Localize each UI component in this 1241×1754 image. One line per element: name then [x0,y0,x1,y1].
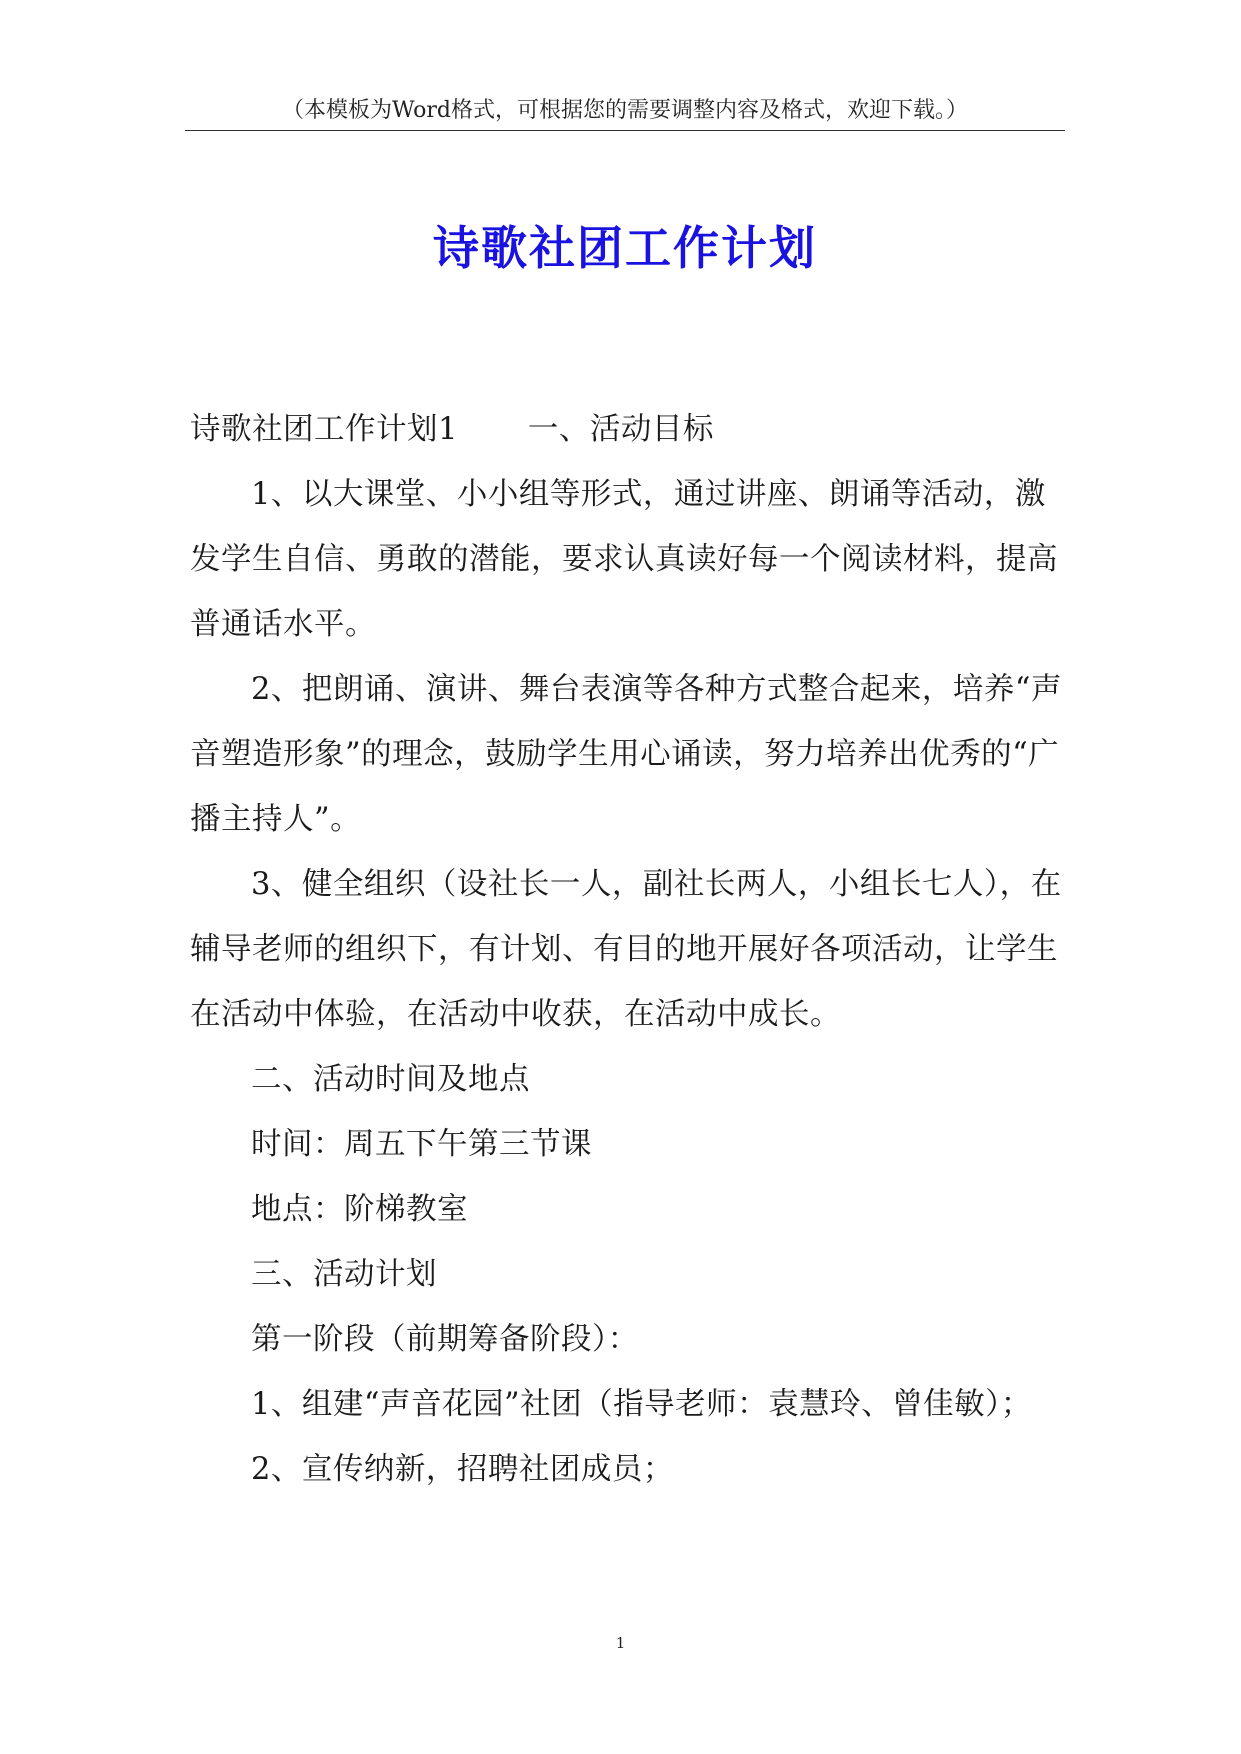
document-title: 诗歌社团工作计划 [433,221,817,275]
section-heading-time-place: 二、活动时间及地点 [251,1062,530,1097]
template-note: （本模板为Word格式，可根据您的需要调整内容及格式，欢迎下载。） [282,98,968,123]
paragraph-goal-1: 1、以大课堂、小小组等形式，通过讲座、朗诵等活动，激发学生自信、勇敢的潜能，要求认真读好每一个阅读材料，提高普通话水平。 [190,477,1058,642]
paragraph-goal-3: 3、健全组织（设社长一人，副社长两人，小组长七人），在辅导老师的组织下，有计划、有目的地开展好各项活动，让学生在活动中体验，在活动中收获，在活动中成长。 [190,867,1062,1032]
paragraph-goal-2: 2、把朗诵、演讲、舞台表演等各种方式整合起来，培养“声音塑造形象”的理念，鼓励学生用心诵读，努力培养出优秀的“广播主持人”。 [190,672,1062,837]
time-line: 时间：周五下午第三节课 [251,1127,592,1162]
place-line: 地点：阶梯教室 [251,1192,468,1227]
section-heading-plan: 三、活动计划 [251,1257,437,1292]
header-divider [185,130,1065,131]
section-heading-goals: 一、活动目标 [527,412,714,447]
phase-one-heading: 第一阶段（前期筹备阶段）： [251,1322,639,1357]
plan-heading: 诗歌社团工作计划1 [190,412,458,447]
document-body [190,397,1070,1502]
page-number: 1 [615,1634,626,1652]
phase-one-item-2: 2、宣传纳新，招聘社团成员； [251,1452,674,1487]
first-line [190,397,1070,462]
phase-one-item-1: 1、组建“声音花园”社团（指导老师：袁慧玲、曾佳敏）； [251,1387,1032,1422]
